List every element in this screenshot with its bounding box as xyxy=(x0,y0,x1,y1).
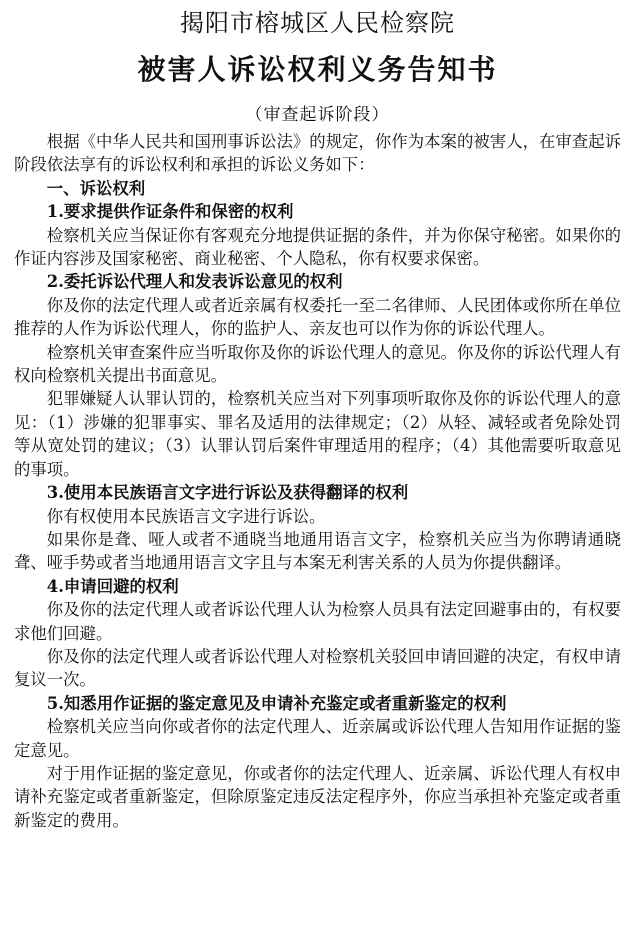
document-body xyxy=(14,130,621,832)
paragraph: 你有权使用本民族语言文字进行诉讼。 xyxy=(46,506,326,526)
paragraph: 检察机关审查案件应当听取你及你的诉讼代理人的意见。你及你的诉讼代理人有权向检察机关提出书面意见。 xyxy=(14,342,621,386)
item-heading: 3.使用本民族语言文字进行诉讼及获得翻译的权利 xyxy=(46,483,409,503)
paragraph: 对于用作证据的鉴定意见，你或者你的法定代理人、近亲属、诉讼代理人有权申请补充鉴定或者重新鉴定，但除原鉴定违反法定程序外，你应当承担补充鉴定或者重新鉴定的费用。 xyxy=(14,763,621,830)
paragraph: 检察机关应当保证你有客观充分地提供证据的条件，并为你保守秘密。如果你的作证内容涉及国家秘密、商业秘密、个人隐私，你有权要求保密。 xyxy=(14,225,621,269)
section-heading-rights: 一、诉讼权利 xyxy=(46,178,146,198)
paragraph: 你及你的法定代理人或者近亲属有权委托一至二名律师、人民团体或你所在单位推荐的人作为诉讼代理人，你的监护人、亲友也可以作为你的诉讼代理人。 xyxy=(14,295,621,339)
paragraph: 犯罪嫌疑人认罪认罚的，检察机关应当对下列事项听取你及你的诉讼代理人的意见：（1）涉嫌的犯罪事实、罪名及适用的法律规定；（2）从轻、减轻或者免除处罚等从宽处罚的建议；（3）认罪认罚后案件审理适用的程序；（4）其他需要听取意见的事项。 xyxy=(14,389,621,479)
organization-name: 揭阳市榕城区人民检察院 xyxy=(180,9,455,37)
item-heading: 1.要求提供作证条件和保密的权利 xyxy=(46,202,294,222)
paragraph: 如果你是聋、哑人或者不通晓当地通用语言文字，检察机关应当为你聘请通晓聋、哑手势或者当地通用语言文字且与本案无利害关系的人员为你提供翻译。 xyxy=(14,529,621,573)
item-heading: 2.委托诉讼代理人和发表诉讼意见的权利 xyxy=(46,272,343,292)
stage-label: （审查起诉阶段） xyxy=(245,105,390,125)
intro-paragraph: 根据《中华人民共和国刑事诉讼法》的规定，你作为本案的被害人，在审查起诉阶段依法享有的诉讼权利和承担的诉讼义务如下： xyxy=(14,132,621,175)
document-title: 被害人诉讼权利义务告知书 xyxy=(137,53,498,86)
paragraph: 你及你的法定代理人或者诉讼代理人认为检察人员具有法定回避事由的，有权要求他们回避。 xyxy=(14,600,621,643)
paragraph: 你及你的法定代理人或者诉讼代理人对检察机关驳回申请回避的决定，有权申请复议一次。 xyxy=(14,646,621,690)
item-heading: 4.申请回避的权利 xyxy=(46,576,179,596)
item-heading: 5.知悉用作证据的鉴定意见及申请补充鉴定或者重新鉴定的权利 xyxy=(46,693,507,713)
paragraph: 检察机关应当向你或者你的法定代理人、近亲属或诉讼代理人告知用作证据的鉴定意见。 xyxy=(14,717,621,760)
